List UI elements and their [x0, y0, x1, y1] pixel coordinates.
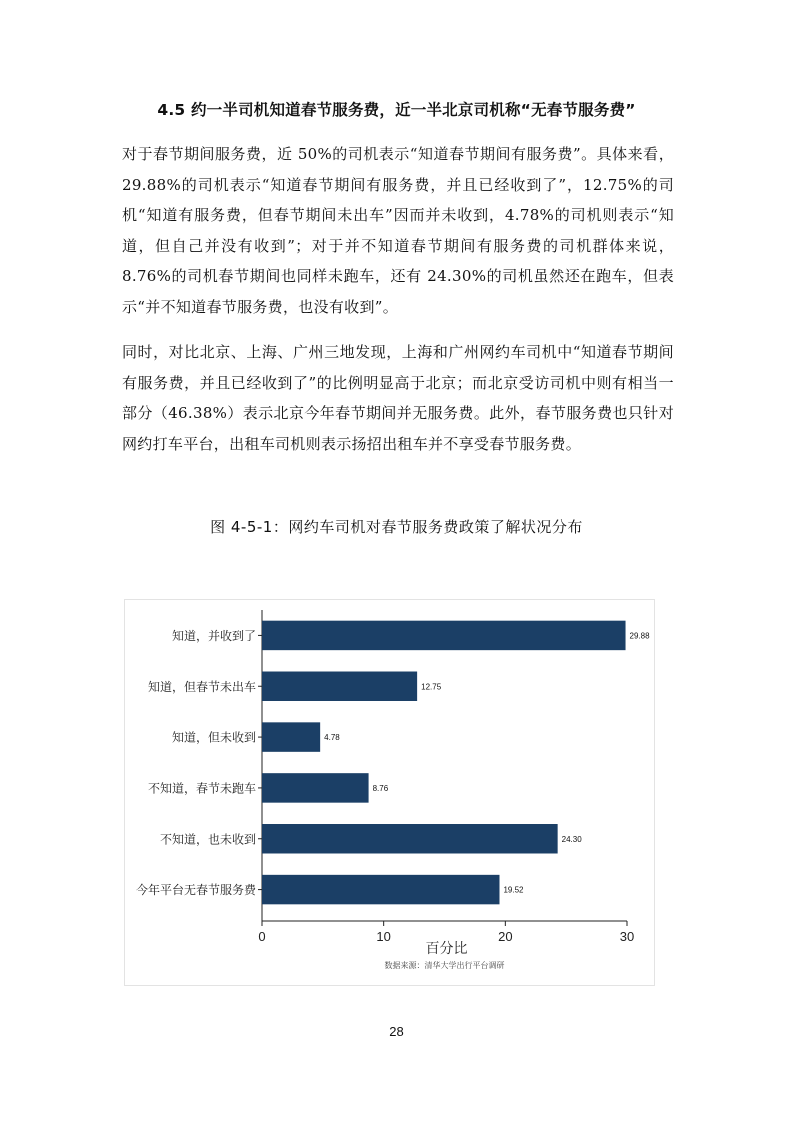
y-tick-label: 知道，但春节未出车	[147, 679, 256, 694]
bar	[262, 672, 417, 701]
bar	[262, 875, 499, 904]
x-tick-label: 20	[498, 929, 513, 944]
x-tick-label: 10	[376, 929, 391, 944]
bar-value-label: 8.76	[372, 783, 389, 793]
bar-value-label: 12.75	[421, 682, 442, 692]
bar	[262, 621, 626, 650]
section-heading: 4.5 约一半司机知道春节服务费，近一半北京司机称“无春节服务费”	[157, 101, 636, 119]
paragraph-2: 同时，对比北京、上海、广州三地发现，上海和广州网约车司机中“知道春节期间有服务费，并且已经收到了”的比例明显高于北京；而北京受访司机中则有相当一部分（46.38%）表示北京今年春节期间并无服务费。此外，春节服务费也只针对网约打车平台，出租车司机则表示扬招出租车并不享受春节服务费。	[122, 343, 674, 453]
y-tick-label: 今年平台无春节服务费	[135, 883, 256, 898]
y-tick-label: 知道，并收到了	[171, 628, 256, 643]
y-tick-label: 不知道，也未收到	[159, 832, 256, 847]
page-number: 28	[389, 1024, 404, 1039]
bar-value-label: 24.30	[561, 834, 582, 844]
y-tick-label: 不知道，春节未跑车	[147, 781, 256, 796]
bar-chart	[125, 600, 654, 985]
source-note: 数据来源：清华大学出行平台调研	[384, 961, 505, 970]
bar	[262, 824, 558, 853]
x-tick-label: 30	[619, 929, 635, 944]
x-axis-label: 百分比	[425, 941, 468, 957]
chart-container	[124, 599, 655, 986]
bar-value-label: 4.78	[324, 733, 340, 743]
bar-value-label: 19.52	[503, 885, 524, 895]
bar-value-label: 29.88	[629, 631, 650, 641]
y-tick-label: 知道，但未收到	[171, 730, 256, 745]
bar	[262, 773, 369, 802]
x-tick-label: 0	[258, 929, 266, 944]
bar	[262, 722, 320, 751]
paragraph-1: 对于春节期间服务费，近 50%的司机表示“知道春节期间有服务费”。具体来看，29.88%的司机表示“知道春节期间有服务费，并且已经收到了”，12.75%的司机“知道有服务费，但春节期间未出车”因而并未收到，4.78%的司机则表示“知道，但自己并没有收到”；对于并不知道春节期间有服务费的司机群体来说，8.76%的司机春节期间也同样未跑车，还有 24.30%的司机虽然还在跑车，但表示“并不知道春节服务费，也没有收到”。	[122, 145, 674, 316]
figure-caption: 图 4-5-1：网约车司机对春节服务费政策了解状况分布	[210, 518, 583, 536]
